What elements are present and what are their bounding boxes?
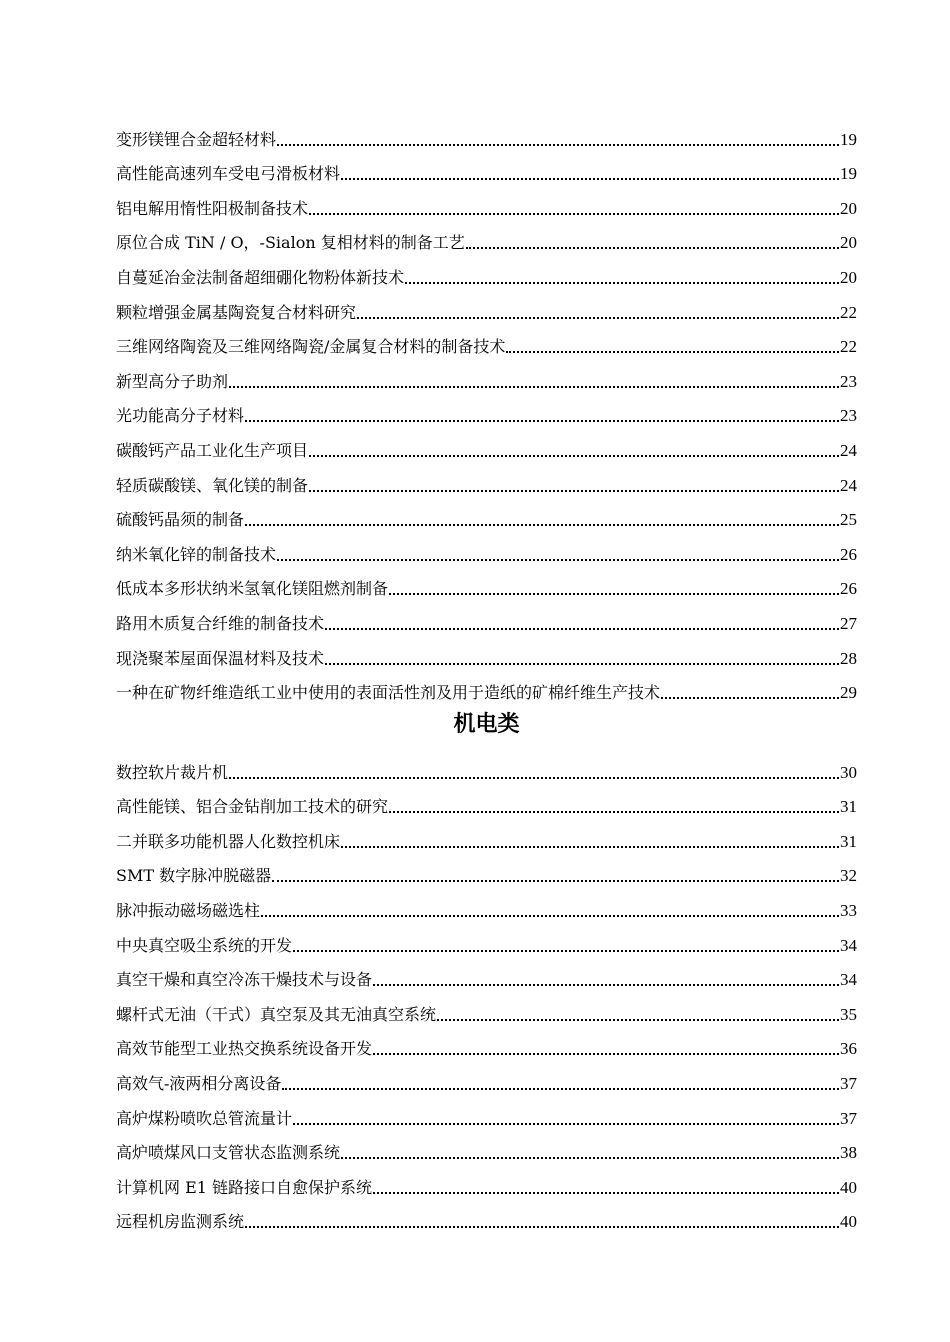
toc-entry-title: 变形镁锂合金超轻材料: [116, 129, 277, 149]
toc-entry-title: 一种在矿物纤维造纸工业中使用的表面活性剂及用于造纸的矿棉纤维生产技术: [116, 683, 661, 703]
toc-entry-page-number: 30: [840, 762, 857, 782]
toc-entry-title: 路用木质复合纤维的制备技术: [116, 613, 325, 633]
toc-entry[interactable]: [116, 357, 857, 392]
toc-entry[interactable]: [116, 496, 857, 531]
toc-entry[interactable]: [116, 392, 857, 427]
toc-entry-title: 原位合成 TiN / O，-Sialon 复相材料的制备工艺: [116, 233, 465, 253]
toc-entry-page-number: 19: [840, 164, 857, 184]
toc-entry-title: 高性能镁、铝合金钻削加工技术的研究: [116, 797, 389, 817]
dot-leader: [405, 280, 839, 284]
dot-leader: [325, 626, 839, 630]
toc-entry[interactable]: [116, 817, 857, 852]
toc-entry-page-number: 33: [840, 901, 857, 921]
toc-entry-page-number: 27: [840, 613, 857, 633]
toc-entry-title: 远程机房监测系统: [116, 1212, 245, 1232]
dot-leader: [245, 418, 839, 422]
dot-leader: [229, 384, 839, 388]
toc-entry-title: 真空干燥和真空冷冻干燥技术与设备: [116, 970, 373, 990]
toc-entry[interactable]: [116, 115, 857, 150]
toc-entry-page-number: 19: [840, 129, 857, 149]
toc-entry-page-number: 36: [840, 1039, 857, 1059]
toc-entry-page-number: 23: [840, 371, 857, 391]
dot-leader: [309, 488, 839, 492]
toc-entry-page-number: 40: [840, 1212, 857, 1232]
toc-entry-page-number: 34: [840, 970, 857, 990]
toc-entry-page-number: 25: [840, 510, 857, 530]
dot-leader: [661, 695, 839, 699]
toc-entry-title: 颗粒增强金属基陶瓷复合材料研究: [116, 302, 357, 322]
dot-leader: [229, 775, 839, 779]
toc-entry-title: 低成本多形状纳米氢氧化镁阻燃剂制备: [116, 579, 389, 599]
dot-leader: [341, 844, 839, 848]
toc-entry[interactable]: [116, 990, 857, 1025]
dot-leader: [373, 982, 839, 986]
toc-entry-title: 纳米氧化锌的制备技术: [116, 544, 277, 564]
dot-leader: [437, 1017, 839, 1021]
toc-entry-page-number: 24: [840, 440, 857, 460]
toc-entry[interactable]: [116, 253, 857, 288]
toc-entry[interactable]: [116, 1198, 857, 1233]
toc-entry-title: 二并联多功能机器人化数控机床: [116, 831, 341, 851]
toc-entry-page-number: 34: [840, 935, 857, 955]
dot-leader: [373, 1190, 839, 1194]
toc-entry-title: 高效气-液两相分离设备: [116, 1074, 282, 1094]
toc-entry-title: 铝电解用惰性阳极制备技术: [116, 198, 309, 218]
toc-entry-title: 数控软片裁片机: [116, 762, 229, 782]
toc-entry[interactable]: [116, 956, 857, 991]
toc-entry[interactable]: [116, 748, 857, 783]
table-of-contents: [116, 115, 857, 1232]
toc-entry[interactable]: [116, 669, 857, 704]
toc-entry[interactable]: [116, 599, 857, 634]
toc-entry[interactable]: [116, 852, 857, 887]
toc-entry-page-number: 23: [840, 406, 857, 426]
toc-entry[interactable]: [116, 184, 857, 219]
toc-entry-title: 计算机网 E1 链路接口自愈保护系统: [116, 1177, 373, 1197]
toc-entry-title: 光功能高分子材料: [116, 406, 245, 426]
toc-entry-title: 高炉煤粉喷吹总管流量计: [116, 1108, 293, 1128]
dot-leader: [309, 211, 839, 215]
toc-entry[interactable]: [116, 886, 857, 921]
toc-entry[interactable]: [116, 565, 857, 600]
toc-entry-page-number: 31: [840, 831, 857, 851]
toc-entry-title: 硫酸钙晶须的制备: [116, 510, 245, 530]
toc-entry-page-number: 20: [840, 267, 857, 287]
toc-entry-title: 轻质碳酸镁、氧化镁的制备: [116, 475, 309, 495]
toc-entry-page-number: 37: [840, 1108, 857, 1128]
dot-leader: [357, 315, 839, 319]
toc-entry-title: 中央真空吸尘系统的开发: [116, 935, 293, 955]
toc-entry[interactable]: [116, 1163, 857, 1198]
toc-entry-title: 新型高分子助剂: [116, 371, 229, 391]
dot-leader: [277, 557, 839, 561]
toc-entry-page-number: 26: [840, 579, 857, 599]
toc-entry[interactable]: [116, 634, 857, 669]
dot-leader: [325, 661, 839, 665]
toc-entry-page-number: 38: [840, 1143, 857, 1163]
toc-entry-page-number: 28: [840, 648, 857, 668]
toc-entry[interactable]: [116, 1025, 857, 1060]
dot-leader: [341, 176, 839, 180]
toc-entry-page-number: 32: [840, 866, 857, 886]
toc-entry-title: 现浇聚苯屋面保温材料及技术: [116, 648, 325, 668]
toc-entry-title: 螺杆式无油（干式）真空泵及其无油真空系统: [116, 1004, 437, 1024]
toc-entry-page-number: 29: [840, 683, 857, 703]
dot-leader: [466, 245, 839, 249]
toc-entry-page-number: 35: [840, 1004, 857, 1024]
toc-entry-page-number: 37: [840, 1074, 857, 1094]
toc-entry-title: SMT 数字脉冲脱磁器: [116, 866, 272, 886]
toc-entry[interactable]: [116, 150, 857, 185]
toc-entry[interactable]: [116, 461, 857, 496]
dot-leader: [282, 1086, 839, 1090]
dot-leader: [293, 948, 839, 952]
toc-entry[interactable]: [116, 219, 857, 254]
dot-leader: [277, 142, 839, 146]
dot-leader: [389, 591, 839, 595]
toc-entry-page-number: 24: [840, 475, 857, 495]
toc-entry-page-number: 22: [840, 302, 857, 322]
dot-leader: [373, 1051, 839, 1055]
toc-entry-page-number: 22: [840, 337, 857, 357]
toc-entry-title: 脉冲振动磁场磁选柱: [116, 901, 261, 921]
toc-entry-page-number: 40: [840, 1177, 857, 1197]
toc-entry-page-number: 20: [840, 233, 857, 253]
toc-entry[interactable]: [116, 323, 857, 358]
toc-entry-title: 自蔓延冶金法制备超细硼化物粉体新技术: [116, 267, 405, 287]
toc-entry[interactable]: [116, 921, 857, 956]
toc-entry[interactable]: [116, 530, 857, 565]
dot-leader: [389, 809, 839, 813]
section-heading: 机电类: [453, 712, 520, 738]
toc-group-electromechanical: [116, 748, 857, 1232]
dot-leader: [293, 1121, 839, 1125]
toc-entry-title: 高性能高速列车受电弓滑板材料: [116, 164, 341, 184]
toc-entry-title: 高效节能型工业热交换系统设备开发: [116, 1039, 373, 1059]
toc-entry-page-number: 31: [840, 797, 857, 817]
dot-leader: [272, 878, 839, 882]
dot-leader: [506, 349, 839, 353]
toc-entry[interactable]: [116, 1094, 857, 1129]
dot-leader: [261, 913, 839, 917]
toc-entry[interactable]: [116, 1059, 857, 1094]
toc-entry-title: 高炉喷煤风口支管状态监测系统: [116, 1143, 341, 1163]
toc-entry[interactable]: [116, 783, 857, 818]
toc-entry-title: 三维网络陶瓷及三维网络陶瓷/金属复合材料的制备技术: [116, 337, 506, 357]
toc-entry-title: 碳酸钙产品工业化生产项目: [116, 440, 309, 460]
dot-leader: [309, 453, 839, 457]
toc-group-materials: [116, 115, 857, 703]
dot-leader: [245, 522, 839, 526]
toc-entry-page-number: 20: [840, 198, 857, 218]
dot-leader: [245, 1224, 839, 1228]
toc-entry-page-number: 26: [840, 544, 857, 564]
toc-entry[interactable]: [116, 1129, 857, 1164]
toc-entry[interactable]: [116, 426, 857, 461]
dot-leader: [341, 1155, 839, 1159]
toc-entry[interactable]: [116, 288, 857, 323]
